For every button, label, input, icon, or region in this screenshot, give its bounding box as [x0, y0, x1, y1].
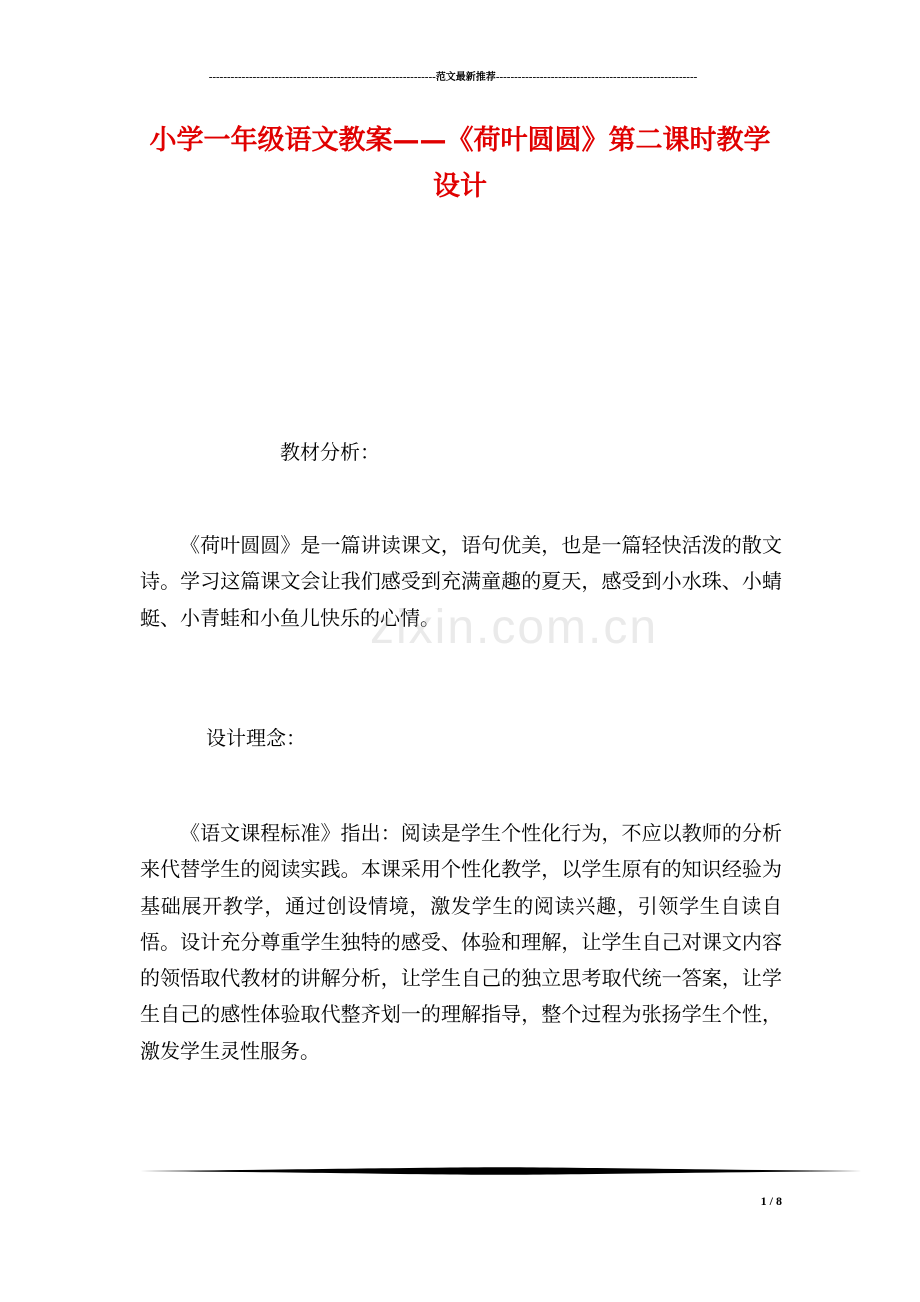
section-heading-design-concept: 设计理念： — [206, 726, 306, 750]
header-dashes-right: ------------------------------------------------------- — [495, 71, 698, 83]
header-label: 范文最新推荐 — [435, 72, 496, 83]
page-number: 1 / 8 — [760, 1194, 782, 1208]
section-heading-material-analysis: 教材分析： — [280, 440, 380, 464]
footer-rule — [140, 1166, 862, 1176]
document-title: 小学一年级语文教案——《荷叶圆圆》第二课时教学设计 — [149, 125, 771, 202]
header-dashes-left: -------------------------------------------------------------- — [208, 71, 436, 83]
watermark-text: zixin.com.cn — [370, 601, 659, 654]
page-header — [139, 70, 767, 84]
paragraph-material-analysis: 《荷叶圆圆》是一篇讲读课文，语句优美，也是一篇轻快活泼的散文诗。学习这篇课文会让我们感受到充满童趣的夏天，感受到小水珠、小蜻蜓、小青蛙和小鱼儿快乐的心情。 — [140, 533, 782, 630]
paragraph-design-concept: 《语文课程标准》指出：阅读是学生个性化行为，不应以教师的分析来代替学生的阅读实践。本课采用个性化教学，以学生原有的知识经验为基础展开教学，通过创设情境，激发学生的阅读兴趣，引领学生自读自悟。设计充分尊重学生独特的感受、体验和理解，让学生自己对课文内容的领悟取代教材的讲解分析，让学生自己的独立思考取代统一答案，让学生自己的感性体验取代整齐划一的理解指导，整个过程为张扬学生个性，激发学生灵性服务。 — [140, 821, 782, 1063]
